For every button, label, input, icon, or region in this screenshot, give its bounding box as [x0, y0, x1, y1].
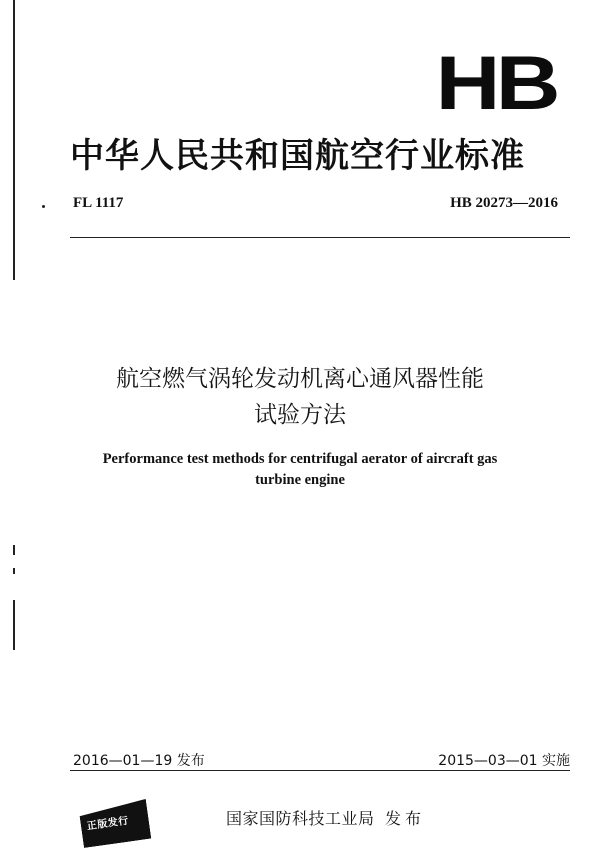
hb-logo: HB — [435, 41, 556, 126]
left-margin-mark-2 — [13, 568, 15, 574]
classification-code: FL 1117 — [73, 195, 124, 211]
english-title-line-1: Performance test methods for centrifugal aerator of aircraft gas — [102, 451, 498, 467]
chinese-title-line-1: 航空燃气涡轮发动机离心通风器性能 — [116, 366, 484, 392]
publisher-name: 国家国防科技工业局 — [226, 809, 375, 828]
left-margin-mark-3 — [13, 600, 15, 650]
implementation-date: 2015—03—01 实施 — [438, 753, 570, 769]
left-margin-rule-top — [13, 0, 15, 280]
header-divider — [70, 237, 570, 238]
chinese-title-line-2: 试验方法 — [254, 402, 346, 428]
standard-number: HB 20273—2016 — [450, 195, 558, 211]
organization-title: 中华人民共和国航空行业标准 — [70, 136, 525, 176]
genuine-edition-stamp — [78, 799, 151, 848]
issue-date: 2016—01—19 发布 — [73, 753, 205, 769]
margin-dot — [42, 205, 45, 208]
stamp-text: 正版发行 — [86, 815, 130, 833]
english-title-line-2: turbine engine — [255, 472, 345, 488]
footer-divider — [70, 770, 570, 771]
left-margin-mark-1 — [13, 545, 15, 555]
publish-label: 发布 — [385, 809, 426, 828]
